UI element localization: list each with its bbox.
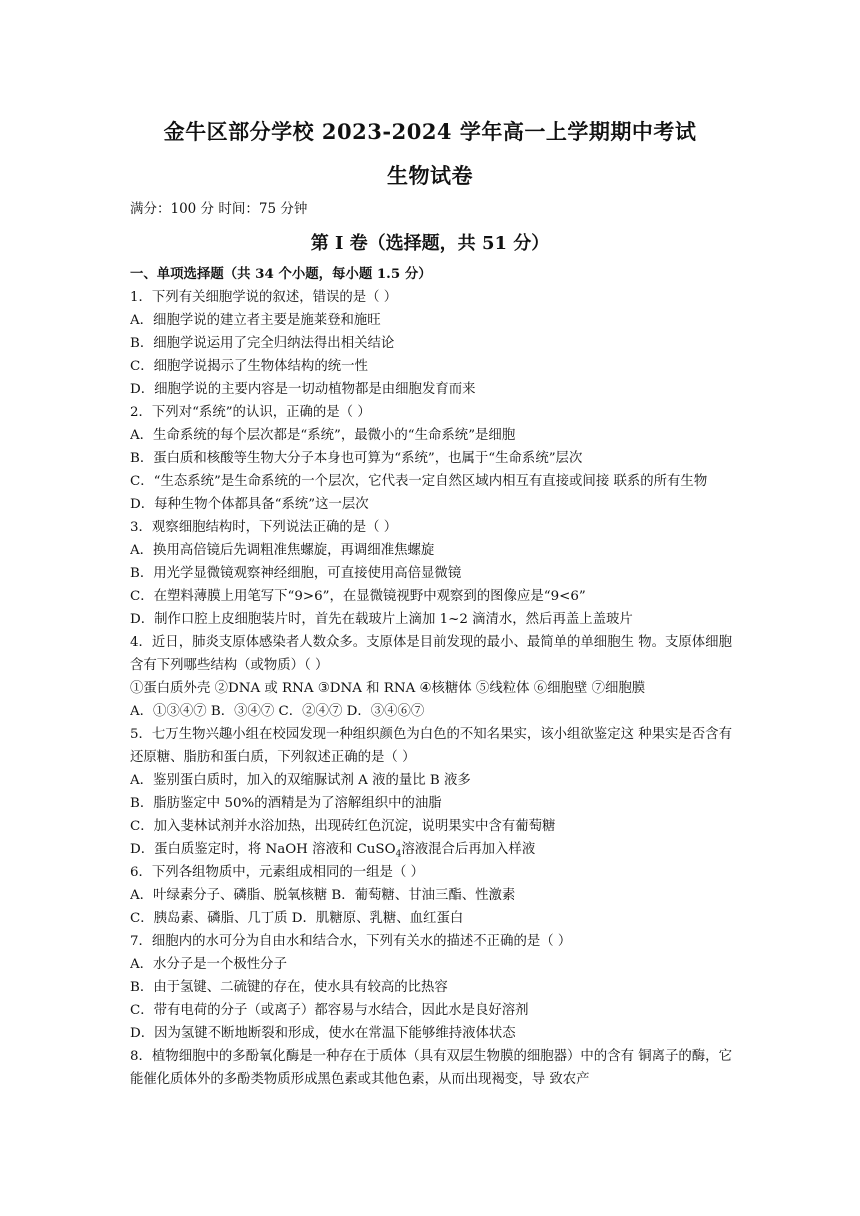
question-body	[130, 263, 732, 1091]
option-row: A．①③④⑦ B．③④⑦ C．②④⑦ D．③④⑥⑦	[130, 704, 425, 719]
option-text: 溶液混合后再加入样液	[401, 842, 536, 857]
question-stem: 8．植物细胞中的多酚氧化酶是一种存在于质体（具有双层生物膜的细胞器）中的含有 铜离子的酶，它能催化质体外的多酚类物质形成黑色素或其他色素，从而出现褐变，导 致农产	[130, 1049, 732, 1087]
option: A．细胞学说的建立者主要是施莱登和施旺	[130, 313, 381, 328]
option: C．在塑料薄膜上用笔写下“9>6”，在显微镜视野中观察到的图像应是“9<6”	[130, 589, 586, 604]
option-text: D．蛋白质鉴定时，将 NaOH 溶液和 CuSO	[130, 842, 396, 857]
exam-meta: 满分：100 分 时间：75 分钟	[130, 201, 308, 217]
question-stem: 4．近日，肺炎支原体感染者人数众多。支原体是目前发现的最小、最简单的单细胞生 物。支原体细胞含有下列哪些结构（或物质）（ ）	[130, 635, 732, 673]
option: D．因为氢键不断地断裂和形成，使水在常温下能够维持液体状态	[130, 1026, 516, 1041]
question-stem: 2．下列对“系统”的认识，正确的是（ ）	[130, 405, 371, 420]
question-stem: 3．观察细胞结构时，下列说法正确的是（ ）	[130, 520, 398, 535]
option: B．用光学显微镜观察神经细胞，可直接使用高倍显微镜	[130, 566, 462, 581]
option: B．由于氢键、二硫键的存在，使水具有较高的比热容	[130, 980, 448, 995]
option: B．脂肪鉴定中 50%的酒精是为了溶解组织中的油脂	[130, 796, 442, 811]
option: D．细胞学说的主要内容是一切动植物都是由细胞发育而来	[130, 382, 476, 397]
option: A．水分子是一个极性分子	[130, 957, 287, 972]
option: B．蛋白质和核酸等生物大分子本身也可算为“系统”，也属于“生命系统”层次	[130, 451, 583, 466]
exam-subject: 生物试卷	[387, 163, 473, 188]
exam-title: 金牛区部分学校 2023-2024 学年高一上学期期中考试	[163, 119, 697, 144]
option: C．细胞学说揭示了生物体结构的统一性	[130, 359, 368, 374]
question-stem: 7．细胞内的水可分为自由水和结合水，下列有关水的描述不正确的是（ ）	[130, 934, 572, 949]
part-heading: 一、单项选择题（共 34 个小题，每小题 1.5 分）	[130, 266, 432, 282]
option: C．带有电荷的分子（或离子）都容易与水结合，因此水是良好溶剂	[130, 1003, 529, 1018]
option: A．换用高倍镜后先调粗准焦螺旋，再调细准焦螺旋	[130, 543, 435, 558]
option: B．细胞学说运用了完全归纳法得出相关结论	[130, 336, 395, 351]
option	[130, 838, 732, 861]
subscript: 4	[395, 849, 402, 860]
option: D．制作口腔上皮细胞装片时，首先在载玻片上滴加 1~2 滴清水，然后再盖上盖玻片	[130, 612, 633, 627]
question-stem: 1．下列有关细胞学说的叙述，错误的是（ ）	[130, 290, 398, 305]
option: A．生命系统的每个层次都是“系统”，最微小的“生命系统”是细胞	[130, 428, 516, 443]
option: D．每种生物个体都具备“系统”这一层次	[130, 497, 369, 512]
option: C．胰岛素、磷脂、几丁质 D．肌糖原、乳糖、血红蛋白	[130, 911, 464, 926]
question-stem: 5．七万生物兴趣小组在校园发现一种组织颜色为白色的不知名果实，该小组欲鉴定这 种果实是否含有还原糖、脂肪和蛋白质，下列叙述正确的是（ ）	[130, 727, 732, 765]
option: A．叶绿素分子、磷脂、脱氧核糖 B．葡萄糖、甘油三酯、性激素	[130, 888, 516, 903]
option: C．“生态系统”是生命系统的一个层次，它代表一定自然区域内相互有直接或间接 联系的所有生物	[130, 474, 708, 489]
option: A．鉴别蛋白质时，加入的双缩脲试剂 A 液的量比 B 液多	[130, 773, 471, 788]
section-title: 第 I 卷（选择题，共 51 分）	[310, 233, 550, 254]
question-stem: 6．下列各组物质中，元素组成相同的一组是（ ）	[130, 865, 424, 880]
option: C．加入斐林试剂并水浴加热，出现砖红色沉淀，说明果实中含有葡萄糖	[130, 819, 556, 834]
item-list: ①蛋白质外壳 ②DNA 或 RNA ③DNA 和 RNA ④核糖体 ⑤线粒体 ⑥细胞壁 ⑦细胞膜	[130, 681, 646, 696]
